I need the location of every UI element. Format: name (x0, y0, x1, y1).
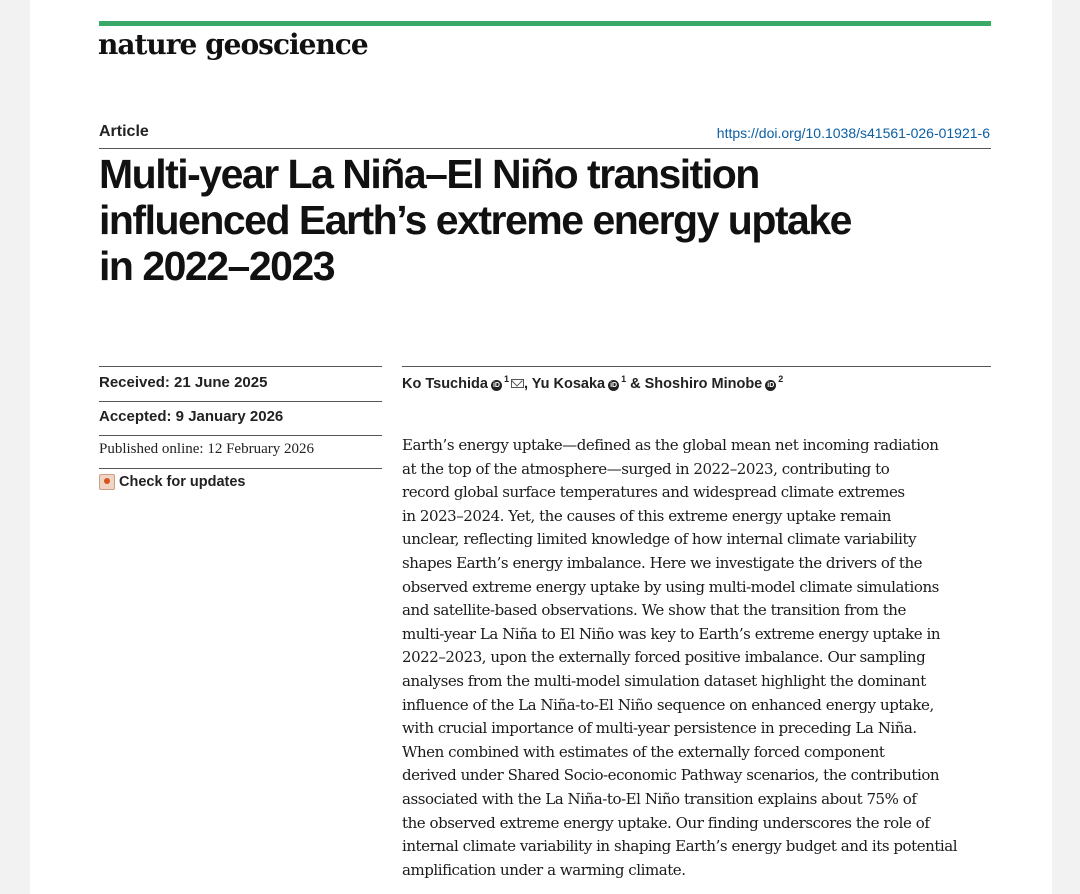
author-separator: , (523, 376, 532, 392)
doi-link[interactable]: https://doi.org/10.1038/s41561-026-01921-6 (716, 125, 990, 141)
abstract-line: Earth’s energy uptake—defined as the global mean net incoming radiation (402, 436, 939, 454)
check-for-updates-icon (99, 474, 115, 490)
author-name[interactable]: Shoshiro Minobe (644, 376, 763, 392)
abstract-line: shapes Earth’s energy imbalance. Here we investigate the drivers of the (402, 553, 923, 572)
abstract-line: influence of the La Niña-to-El Niño sequence on enhanced energy uptake, (402, 695, 934, 714)
header-divider (99, 148, 991, 149)
abstract-line: with crucial importance of multi-year persistence in preceding La Niña. (402, 719, 917, 738)
abstract-line: observed extreme energy uptake by using multi-model climate simulations (402, 577, 939, 596)
accepted-date: Accepted: 9 January 2026 (99, 408, 284, 425)
journal-accent-bar (99, 21, 991, 26)
affiliation-marker[interactable]: 2 (778, 374, 784, 384)
abstract-line: multi-year La Niña to El Niño was key to Earth’s extreme energy uptake in (402, 624, 941, 643)
mail-icon[interactable] (511, 379, 524, 388)
abstract-line: and satellite-based observations. We show that the transition from the (402, 601, 906, 620)
affiliation-marker[interactable]: 1 (503, 374, 509, 384)
author-separator: & (626, 376, 645, 392)
author-list (402, 374, 783, 392)
orcid-icon[interactable]: iD (767, 382, 775, 389)
author-name[interactable]: Yu Kosaka (531, 376, 606, 392)
abstract-line: derived under Shared Socio-economic Pathway scenarios, the contribution (402, 766, 940, 785)
affiliation-marker[interactable]: 1 (621, 374, 627, 384)
article-title-line: influenced Earth’s extreme energy uptake (99, 197, 851, 243)
abstract-line: at the top of the atmosphere—surged in 2022–2023, contributing to (402, 459, 890, 478)
abstract-line: amplification under a warming climate. (402, 860, 686, 879)
received-date: Received: 21 June 2025 (99, 374, 268, 391)
meta-rule (99, 468, 382, 469)
orcid-icon[interactable]: iD (492, 382, 500, 389)
orcid-icon[interactable]: iD (610, 382, 618, 389)
meta-rule (99, 435, 382, 436)
abstract (402, 434, 1002, 882)
check-for-updates-button[interactable] (99, 474, 246, 490)
abstract-line: record global surface temperatures and widespread climate extremes (402, 483, 905, 502)
check-for-updates-label: Check for updates (119, 474, 246, 490)
abstract-line: internal climate variability in shaping Earth’s energy budget and its potential (402, 837, 958, 856)
meta-divider (99, 366, 382, 367)
article-type: Article (99, 123, 149, 140)
authors-divider (402, 366, 991, 367)
abstract-line: analyses from the multi-model simulation dataset highlight the dominant (402, 671, 926, 690)
article-title-line: in 2022–2023 (99, 243, 335, 289)
article-title (99, 151, 979, 289)
journal-name[interactable]: nature geoscience (98, 28, 368, 61)
author-name[interactable]: Ko Tsuchida (402, 376, 488, 392)
article-title-line: Multi-year La Niña–El Niño transition (99, 151, 759, 197)
abstract-line: the observed extreme energy uptake. Our finding underscores the role of (402, 813, 930, 832)
abstract-line: When combined with estimates of the externally forced component (402, 742, 885, 761)
abstract-line: 2022–2023, upon the externally forced positive imbalance. Our sampling (402, 648, 926, 667)
published-date: Published online: 12 February 2026 (99, 441, 314, 457)
abstract-line: in 2023–2024. Yet, the causes of this extreme energy uptake remain (402, 506, 891, 525)
meta-rule (99, 401, 382, 402)
abstract-line: associated with the La Niña-to-El Niño transition explains about 75% of (402, 789, 917, 808)
abstract-line: unclear, reflecting limited knowledge of how internal climate variability (402, 530, 917, 549)
